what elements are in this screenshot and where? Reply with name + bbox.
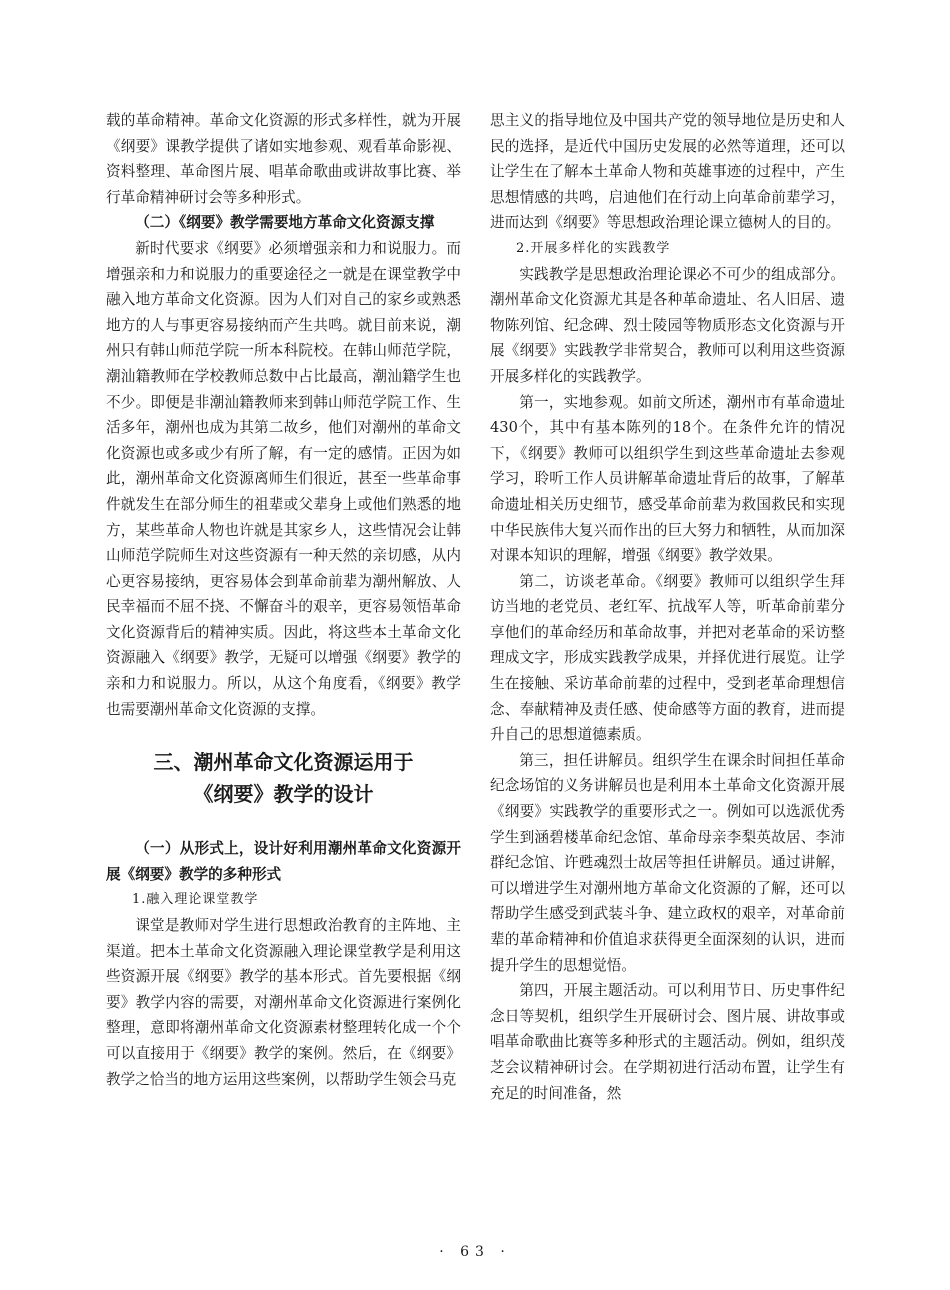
item-heading: 1.融入理论课堂教学: [132, 892, 259, 908]
right-column: [490, 108, 845, 1106]
section-title: [106, 746, 461, 810]
paragraph: 课堂是教师对学生进行思想政治教育的主阵地、主渠道。把本土革命文化资源融入理论课堂教学是利用这些资源开展《纲要》教学的基本形式。首先要根据《纲要》教学内容的需要，对潮州革命文化资源进行案例化整理，意即将潮州革命文化资源素材整理转化成一个个可以直接用于《纲要》教学的案例。然后，在《纲要》教学之恰当的地方运用这些案例，以帮助学生领会马克: [106, 917, 461, 1088]
paragraph: 新时代要求《纲要》必须增强亲和力和说服力。而增强亲和力和说服力的重要途径之一就是在课堂教学中融入地方革命文化资源。因为人们对自己的家乡或熟悉地方的人与事更容易接纳而产生共鸣。就目前来说，潮州只有韩山师范学院一所本科院校。在韩山师范学院，潮汕籍教师在学校教师总数中占比最高，潮汕籍学生也不少。即便是非潮汕籍教师来到韩山师范学院工作、生活多年，潮州也成为其第二故乡，他们对潮州的革命文化资源也或多或少有所了解，有一定的感情。正因为如此，潮州革命文化资源离师生们很近，甚至一些革命事件就发生在部分师生的祖辈或父辈身上或他们熟悉的地方，某些革命人物也许就是其家乡人，这些情况会让韩山师范学院师生对这些资源有一种天然的亲切感，从内心更容易接纳，更容易体会到革命前辈为潮州解放、人民幸福而不屈不挠、不懈奋斗的艰辛，更容易领悟革命文化资源背后的精神实质。因此，将这些本土革命文化资源融入《纲要》教学，无疑可以增强《纲要》教学的亲和力和说服力。所以，从这个角度看，《纲要》教学也需要潮州革命文化资源的支撑。: [106, 239, 461, 718]
subsection-heading: （一）从形式上，设计好利用潮州革命文化资源开展《纲要》教学的多种形式: [106, 840, 461, 883]
paragraph: 第一，实地参观。如前文所述，潮州市有革命遗址430个，其中有基本陈列的18个。在条件允许的情况下，《纲要》教师可以组织学生到这些革命遗址去参观学习，聆听工作人员讲解革命遗址背后的故事，了解革命遗址相关历史细节，感受革命前辈为救国救民和实现中华民族伟大复兴而作出的巨大努力和牺牲，从而加深对课本知识的理解，增强《纲要》教学效果。: [490, 393, 845, 565]
left-column: [106, 108, 461, 1092]
page-number: · 63 ·: [439, 1244, 511, 1260]
item-heading: 2.开展多样化的实践教学: [516, 240, 671, 256]
paragraph: 实践教学是思想政治理论课必不可少的组成部分。潮州革命文化资源尤其是各种革命遗址、名人旧居、遗物陈列馆、纪念碑、烈士陵园等物质形态文化资源与开展《纲要》实践教学非常契合，教师可以利用这些资源开展多样化的实践教学。: [490, 265, 845, 385]
section-title-line-1: 三、潮州革命文化资源运用于: [153, 750, 414, 775]
paragraph: 载的革命精神。革命文化资源的形式多样性，就为开展《纲要》课教学提供了诸如实地参观、观看革命影视、资料整理、革命图片展、唱革命歌曲或讲故事比赛、举行革命精神研讨会等多种形式。: [106, 112, 461, 206]
paragraph: 第二，访谈老革命。《纲要》教师可以组织学生拜访当地的老党员、老红军、抗战军人等，听革命前辈分享他们的革命经历和革命故事，并把对老革命的采访整理成文字，形成实践教学成果，并择优进行展览。让学生在接触、采访革命前辈的过程中，受到老革命理想信念、奉献精神及责任感、使命感等方面的教育，进而提升自己的思想道德素质。: [490, 572, 845, 744]
section-title-line-2: 《纲要》教学的设计: [193, 782, 374, 807]
paragraph: 第三，担任讲解员。组织学生在课余时间担任革命纪念场馆的义务讲解员也是利用本土革命文化资源开展《纲要》实践教学的重要形式之一。例如可以选派优秀学生到涵碧楼革命纪念馆、革命母亲李梨英故居、李沛群纪念馆、许甦魂烈士故居等担任讲解员。通过讲解，可以增进学生对潮州地方革命文化资源的了解，还可以帮助学生感受到武装斗争、建立政权的艰辛，对革命前辈的革命精神和价值追求获得更全面深刻的认识，进而提升学生的思想觉悟。: [490, 751, 845, 974]
paragraph: 思主义的指导地位及中国共产党的领导地位是历史和人民的选择，是近代中国历史发展的必然等道理，还可以让学生在了解本土革命人物和英雄事迹的过程中，产生思想情感的共鸣，启迪他们在行动上向革命前辈学习，进而达到《纲要》等思想政治理论课立德树人的目的。: [490, 112, 845, 232]
subsection-heading: （二）《纲要》教学需要地方革命文化资源支撑: [135, 214, 435, 232]
paragraph: 第四，开展主题活动。可以利用节日、历史事件纪念日等契机，组织学生开展研讨会、图片展、讲故事或唱革命歌曲比赛等多种形式的主题活动。例如，组织茂芝会议精神研讨会。在学期初进行活动布置，让学生有充足的时间准备，然: [490, 982, 845, 1102]
